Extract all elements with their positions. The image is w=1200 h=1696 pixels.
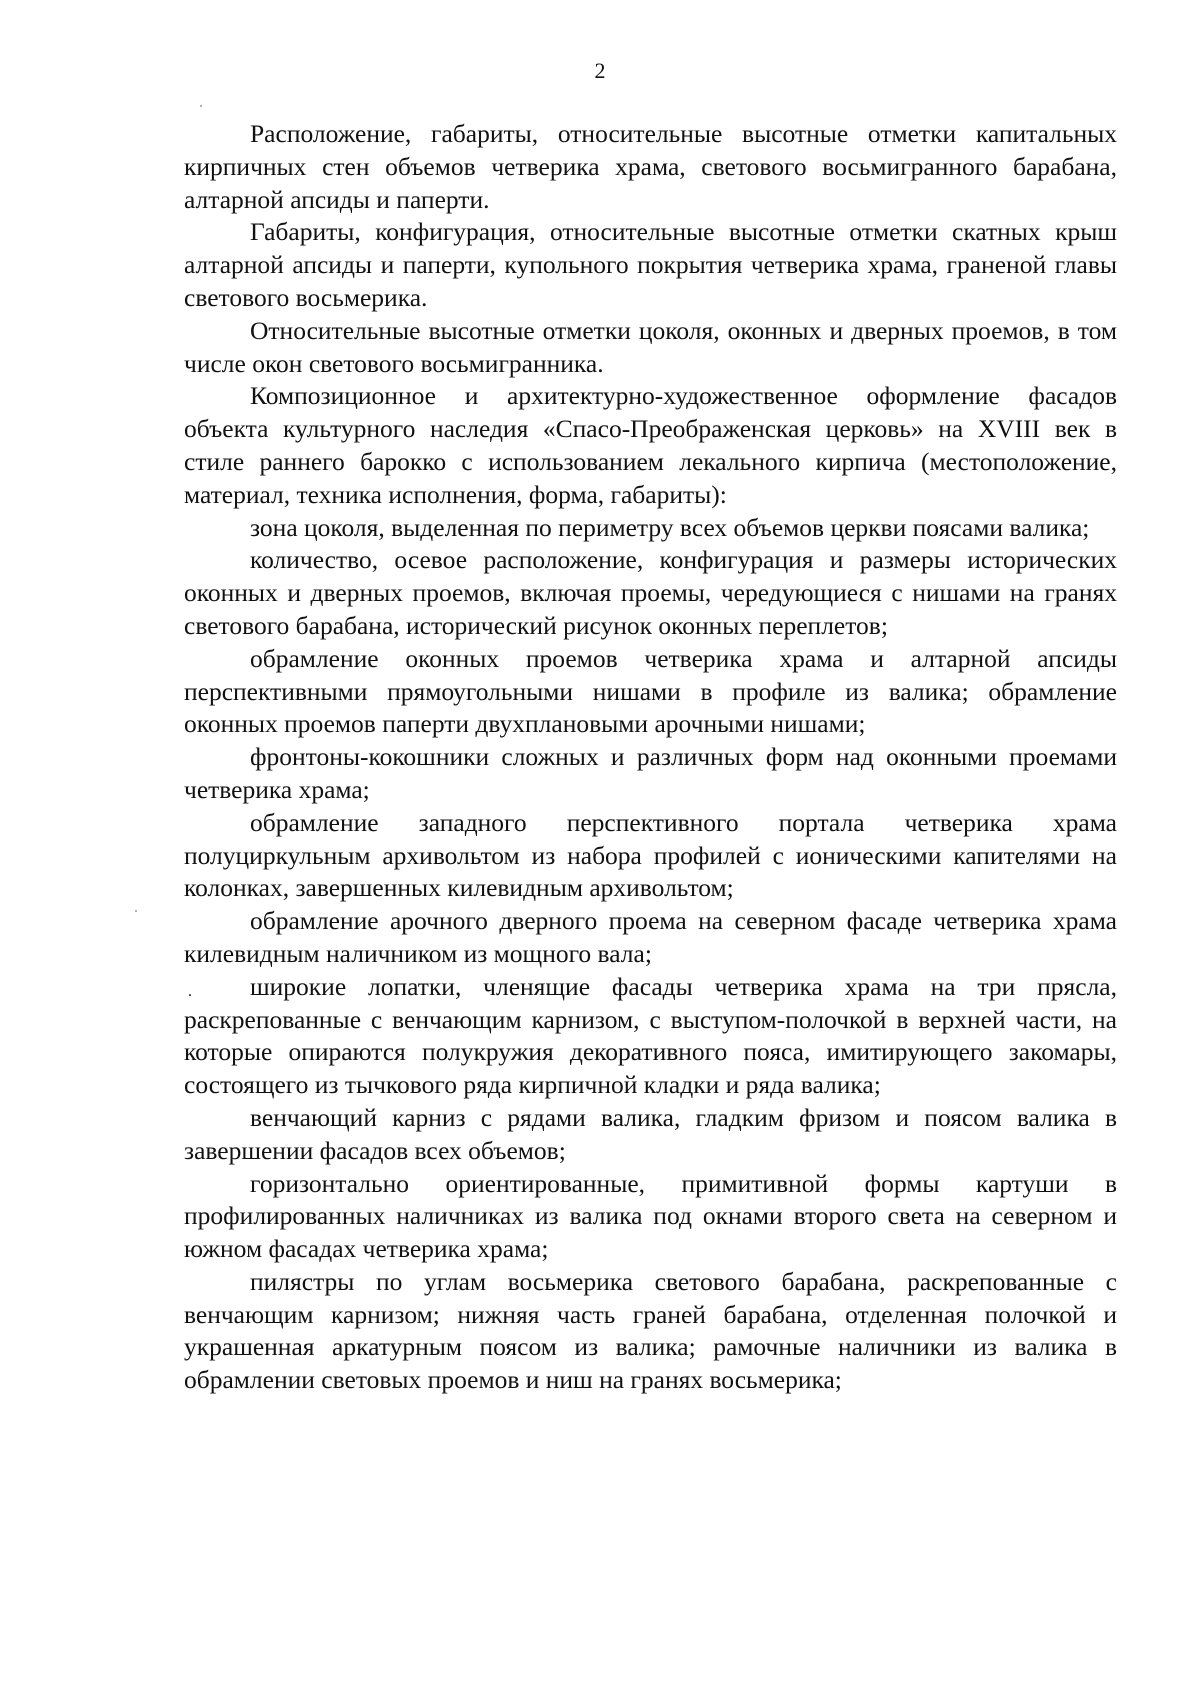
page-number: 2 bbox=[594, 58, 606, 83]
paragraph-height-marks: Относительные высотные отметки цоколя, оконных и дверных проемов, в том числе окон светового восьмигранника. bbox=[184, 315, 1117, 378]
paragraph-north-door: обрамление арочного дверного проема на северном фасаде четверика храма килевидным наличником из мощного вала; bbox=[184, 906, 1117, 968]
scan-speck bbox=[200, 105, 202, 107]
paragraph-pilaster-strips: широкие лопатки, членящие фасады четверика храма на три прясла, раскрепованные с венчающим карнизом, с выступом-полочкой в верхней части, на которые опираются полукружия декоративного пояса, имитирующего закомары, состоящего из тычкового ряда кирпичной кладки и ряда валика; bbox=[184, 971, 1117, 1100]
paragraph-west-portal: обрамление западного перспективного портала четверика храма полуциркульным архивольтом из набора профилей с ионическими капителями на колонках, завершенных килевидным архивольтом; bbox=[184, 807, 1117, 903]
paragraph-facade-design: Композиционное и архитектурно-художественное оформление фасадов объекта культурного наследия «Спасо-Преображенская церковь» на XVIII век в стиле раннего барокко с использованием лекального кирпича (местоположение, материал, техника исполнения, форма, габариты): bbox=[184, 381, 1117, 509]
marginal-mark: . bbox=[188, 983, 192, 1000]
paragraph-roof-dimensions: Габариты, конфигурация, относительные высотные отметки скатных крыш алтарной апсиды и паперти, купольного покрытия четверика храма, граненой главы светового восьмерика. bbox=[184, 217, 1117, 312]
paragraph-plinth-zone: зона цоколя, выделенная по периметру всех объемов церкви поясами валика; bbox=[250, 512, 1090, 542]
document-body bbox=[184, 118, 1117, 1397]
paragraph-openings: количество, осевое расположение, конфигурация и размеры исторических оконных и дверных проемов, включая проемы, чередующиеся с нишами на гранях светового барабана, исторический рисунок оконных переплетов; bbox=[184, 545, 1117, 640]
paragraph-window-framing: обрамление оконных проемов четверика храма и алтарной апсиды перспективными прямоугольными нишами в профиле из валика; обрамление оконных проемов паперти двухплановыми арочными нишами; bbox=[184, 643, 1117, 739]
paragraph-kokoshnik-pediments: фронтоны-кокошники сложных и различных форм над оконными проемами четверика храма; bbox=[184, 742, 1117, 804]
paragraph-crowning-cornice: венчающий карниз с рядами валика, гладким фризом и поясом валика в завершении фасадов всех объемов; bbox=[184, 1102, 1117, 1165]
scan-speck bbox=[135, 910, 137, 912]
paragraph-drum-pilasters: пилястры по углам восьмерика светового барабана, раскрепованные с венчающим карнизом; нижняя часть граней барабана, отделенная полочкой и украшенная аркатурным поясом из валика; рамочные наличники из валика в обрамлении световых проемов и ниш на гранях восьмерика; bbox=[184, 1266, 1117, 1395]
paragraph-cartouches: горизонтально ориентированные, примитивной формы картуши в профилированных наличниках из валика под окнами второго света на северном и южном фасадах четверика храма; bbox=[184, 1168, 1117, 1264]
paragraph-location-dimensions: Расположение, габариты, относительные высотные отметки капитальных кирпичных стен объемов четверика храма, светового восьмигранного барабана, алтарной апсиды и паперти. bbox=[184, 119, 1117, 214]
